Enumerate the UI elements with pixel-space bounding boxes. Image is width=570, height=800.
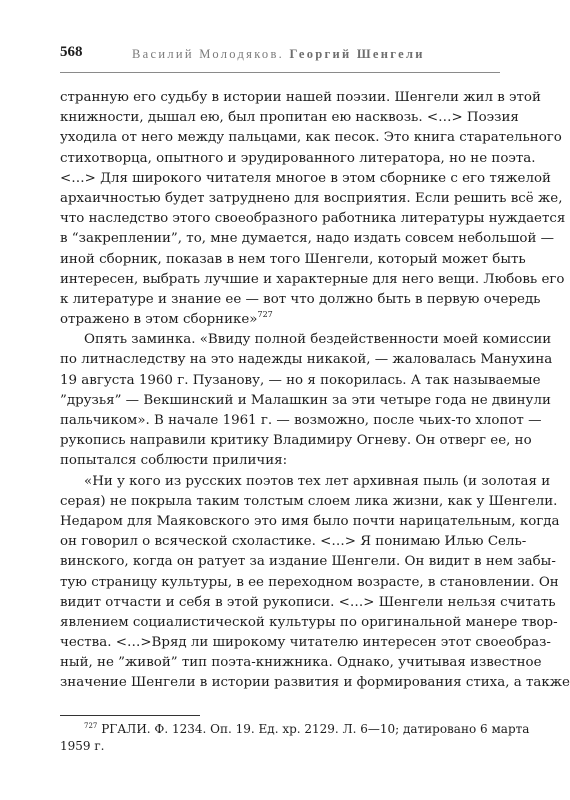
text-line: рукопись направили критику Владимиру Огневу. Он отверг ее, но [60,433,532,449]
text-line: что наследство этого своеобразного работника литературы нуждается [60,211,566,227]
quote-line: он говорил о всяческой схоластике. <…> Я понимаю Илью Сель- [60,534,527,550]
text-line: интересен, выбрать лучшие и характерные для него вещи. Любовь его [60,271,565,287]
text-line [60,310,500,330]
text-line: странную его судьбу в истории нашей поэзии. Шенгели жил в этой [60,90,541,105]
text-line: пальчиком». В начале 1961 г. — возможно, после чьих-то хлопот — [60,413,542,428]
text-line: архаичностью будет затруднено для восприятия. Если решить всё же, [60,190,563,206]
footnote-ref: 727 [257,310,273,320]
quote-line: винского, когда он ратует за издание Шенгели. Он видит в нем забы- [60,554,556,570]
quote-line: ный, не ”живой” тип поэта-книжника. Однако, учитывая известное [60,655,542,671]
quote-line: «Ни у кого из русских поэтов тех лет архивная пыль (и золотая и [84,473,551,489]
header-rule [60,72,500,73]
text-line: <…> Для широкого читателя многое в этом сборнике с его тяжелой [60,170,551,186]
quote-line: видит отчасти и себя в этой рукописи. <…> Шенгели нельзя считать [60,594,556,610]
text-line: к литературе и знание ее — вот что должно быть в первую очередь [60,291,541,307]
footnote-line [60,721,530,738]
text-line: в “закреплении”, то, мне думается, надо издать совсем небольшой — [60,231,555,247]
text-line: попытался соблюсти приличия: [60,453,288,469]
running-header [60,44,500,66]
text-line: книжности, дышал ею, был пропитан ею насквозь. <…> Поэзия [60,110,519,126]
main-text [60,88,570,694]
running-title [132,47,425,62]
text-line: иной сборник, показав в нем того Шенгели, который может быть [60,251,526,267]
quote-line: явлением социалистической культуры по оригинальной манере твор- [60,614,558,630]
running-author: Василий Молодяков. [132,47,285,61]
page-number: 568 [60,44,83,60]
footnote-text: РГАЛИ. Ф. 1234. Оп. 19. Ед. хр. 2129. Л. 6—10; датировано 6 марта [101,722,530,736]
quote-line: серая) не покрыла таким толстым слоем лика жизни, как у Шенгели. [60,493,558,509]
text-line: ”друзья” — Векшинский и Малашкин за эти четыре года не двинули [60,392,551,408]
quote-line: чества. <…>Вряд ли широкому читателю интересен этот своеобраз- [60,635,551,651]
text-line-content: отражено в этом сборнике» [60,312,258,328]
footnote-rule [60,715,200,716]
quote-line: Недаром для Маяковского это имя было почти нарицательным, когда [60,513,560,529]
text-line: Опять заминка. «Ввиду полной бездейственности моей комиссии [84,332,552,348]
footnote-line-cont: 1959 г. [60,739,105,753]
text-line: уходила от него между пальцами, как песок. Это книга старательного [60,130,562,146]
running-book-title: Георгий Шенгели [289,47,425,61]
quote-line: значение Шенгели в истории развития и формирования стиха, а также [60,675,570,691]
text-line: стихотворца, опытного и эрудированного литератора, но не поэта. [60,150,536,166]
text-line: 19 августа 1960 г. Пузанову, — но я покорилась. А так называемые [60,372,541,388]
footnote [60,721,530,755]
quote-line: тую страницу культуры, в ее переходном возрасте, в становлении. Он [60,574,559,590]
text-line: по литнаследству на это надежды никакой, — жаловалась Манухина [60,352,553,368]
footnote-number: 727 [84,722,98,730]
